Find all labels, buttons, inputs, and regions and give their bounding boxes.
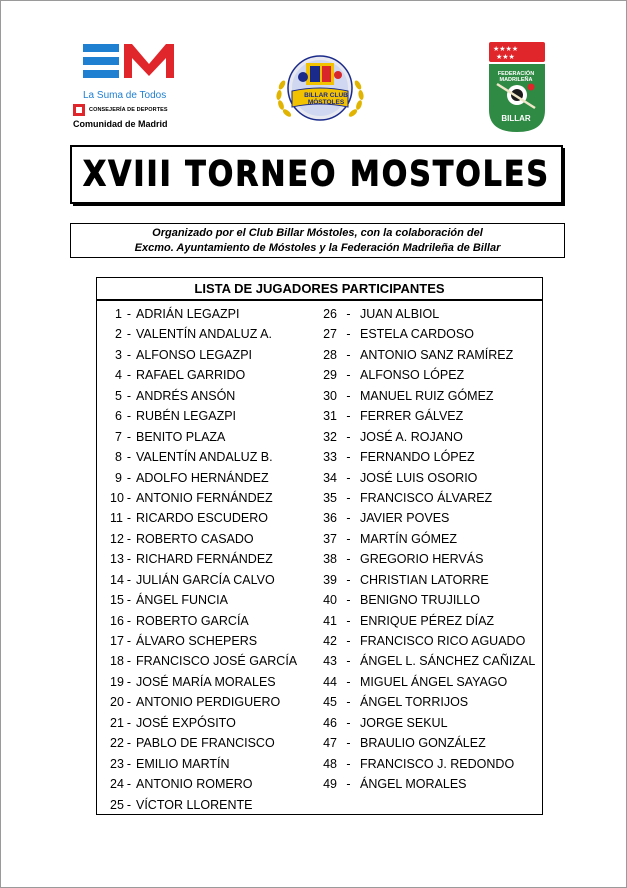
player-number: 18 bbox=[110, 654, 124, 669]
player-number: 13 bbox=[110, 552, 124, 567]
separator-dash: - bbox=[126, 307, 132, 321]
separator-dash: - bbox=[126, 347, 132, 362]
separator-dash: - bbox=[346, 715, 351, 730]
separator-dash: - bbox=[346, 409, 351, 424]
separator-dash: - bbox=[126, 368, 132, 383]
player-name: ANTONIO PERDIGUERO bbox=[136, 695, 281, 710]
player-number: 4 bbox=[115, 368, 122, 383]
player-number: 6 bbox=[115, 409, 122, 424]
separator-dash: - bbox=[346, 552, 351, 567]
player-row bbox=[323, 508, 535, 528]
player-number: 38 bbox=[323, 552, 337, 567]
player-row bbox=[323, 529, 535, 549]
federacion-madrilena-logo bbox=[487, 40, 547, 135]
player-name: RICARDO ESCUDERO bbox=[136, 511, 268, 526]
separator-dash: - bbox=[346, 531, 351, 546]
separator-dash: - bbox=[126, 674, 132, 689]
player-name: JUAN ALBIOL bbox=[360, 307, 440, 321]
player-name: ANTONIO ROMERO bbox=[136, 777, 253, 792]
player-name: ANDRÉS ANSÓN bbox=[136, 388, 236, 403]
player-row bbox=[323, 447, 535, 467]
comunidad-tagline: La Suma de Todos bbox=[83, 90, 167, 101]
player-name: FRANCISCO JOSÉ GARCÍA bbox=[136, 654, 298, 669]
player-row bbox=[110, 570, 297, 590]
player-name: MIGUEL ÁNGEL SAYAGO bbox=[360, 674, 508, 689]
player-number: 49 bbox=[323, 777, 337, 792]
separator-dash: - bbox=[126, 634, 132, 648]
separator-dash: - bbox=[346, 674, 351, 689]
player-number: 20 bbox=[110, 695, 124, 710]
club-name-line2: MÓSTOLES bbox=[307, 99, 345, 106]
player-number: 19 bbox=[110, 674, 124, 689]
comunidad-madrid-logo bbox=[70, 42, 195, 137]
svg-text:★★★★: ★★★★ bbox=[493, 45, 519, 53]
separator-dash: - bbox=[346, 736, 351, 751]
player-name: FRANCISCO RICO AGUADO bbox=[360, 634, 526, 648]
comunidad-name: Comunidad de Madrid bbox=[73, 119, 168, 129]
player-row bbox=[323, 386, 535, 406]
player-number: 39 bbox=[323, 572, 337, 587]
player-name: MANUEL RUIZ GÓMEZ bbox=[360, 388, 494, 403]
player-name: VALENTÍN ANDALUZ B. bbox=[136, 450, 273, 465]
billar-club-mostoles-logo bbox=[270, 55, 370, 125]
separator-dash: - bbox=[126, 695, 132, 710]
player-row bbox=[110, 529, 297, 549]
player-row bbox=[323, 468, 535, 488]
organizer-note-line2: Excmo. Ayuntamiento de Móstoles y la Federación Madrileña de Billar bbox=[134, 242, 501, 254]
player-number: 14 bbox=[110, 572, 124, 587]
player-number: 10 bbox=[110, 490, 124, 505]
player-row bbox=[110, 365, 297, 385]
separator-dash: - bbox=[126, 797, 132, 812]
separator-dash: - bbox=[126, 654, 132, 669]
federacion-label bbox=[493, 71, 539, 83]
player-name: ROBERTO GARCÍA bbox=[136, 613, 249, 628]
player-row bbox=[323, 651, 535, 671]
player-number: 27 bbox=[323, 327, 337, 342]
player-number: 42 bbox=[323, 634, 337, 648]
player-number: 28 bbox=[323, 347, 337, 362]
separator-dash: - bbox=[346, 327, 351, 342]
player-name: ÁNGEL TORRIJOS bbox=[360, 695, 469, 710]
player-number: 48 bbox=[323, 756, 337, 771]
player-name: ALFONSO LEGAZPI bbox=[136, 347, 253, 362]
player-row bbox=[110, 713, 297, 733]
player-row bbox=[110, 324, 297, 344]
player-number: 37 bbox=[323, 531, 337, 546]
player-row bbox=[110, 304, 297, 324]
player-row bbox=[110, 468, 297, 488]
player-row bbox=[110, 795, 297, 815]
player-row bbox=[323, 733, 535, 753]
player-number: 29 bbox=[323, 368, 337, 383]
separator-dash: - bbox=[126, 327, 132, 342]
player-name: ROBERTO CASADO bbox=[136, 531, 254, 546]
player-row bbox=[110, 733, 297, 753]
player-number: 3 bbox=[115, 347, 122, 362]
player-number: 45 bbox=[323, 695, 337, 710]
player-number: 22 bbox=[110, 736, 124, 751]
player-row bbox=[323, 692, 535, 712]
player-number: 31 bbox=[323, 409, 337, 424]
player-name: ENRIQUE PÉREZ DÍAZ bbox=[360, 613, 495, 628]
separator-dash: - bbox=[346, 429, 351, 444]
player-name: JOSÉ A. ROJANO bbox=[360, 429, 463, 444]
player-name: CHRISTIAN LATORRE bbox=[360, 572, 489, 587]
player-row bbox=[110, 406, 297, 426]
player-number: 34 bbox=[323, 470, 337, 485]
player-name: FRANCISCO J. REDONDO bbox=[360, 756, 515, 771]
player-row bbox=[323, 324, 535, 344]
player-name: JORGE SEKUL bbox=[360, 715, 448, 730]
player-row bbox=[110, 754, 297, 774]
player-number: 9 bbox=[115, 470, 122, 485]
player-row bbox=[110, 651, 297, 671]
player-row bbox=[323, 754, 535, 774]
player-name: ADRIÁN LEGAZPI bbox=[136, 307, 240, 321]
player-name: VALENTÍN ANDALUZ A. bbox=[136, 327, 272, 342]
player-row bbox=[110, 508, 297, 528]
player-name: FERRER GÁLVEZ bbox=[360, 409, 464, 424]
player-number: 16 bbox=[110, 613, 124, 628]
player-name: BENIGNO TRUJILLO bbox=[360, 593, 480, 608]
separator-dash: - bbox=[346, 470, 351, 485]
player-number: 8 bbox=[115, 450, 122, 465]
separator-dash: - bbox=[126, 736, 132, 751]
player-name: JOSÉ LUIS OSORIO bbox=[360, 470, 478, 485]
player-name: EMILIO MARTÍN bbox=[136, 756, 230, 771]
separator-dash: - bbox=[126, 593, 132, 608]
player-number: 2 bbox=[115, 327, 122, 342]
separator-dash: - bbox=[346, 593, 351, 608]
player-name: RAFAEL GARRIDO bbox=[136, 368, 246, 383]
player-row bbox=[323, 672, 535, 692]
player-row bbox=[323, 549, 535, 569]
player-row bbox=[323, 345, 535, 365]
player-name: GREGORIO HERVÁS bbox=[360, 552, 484, 567]
player-number: 21 bbox=[110, 715, 124, 730]
player-name: ÁNGEL MORALES bbox=[360, 777, 467, 792]
separator-dash: - bbox=[126, 388, 132, 403]
club-name-line1: BILLAR CLUB bbox=[304, 92, 348, 99]
federacion-line1: FEDERACIÓN bbox=[497, 71, 535, 77]
player-name: BRAULIO GONZÁLEZ bbox=[360, 736, 486, 751]
club-emblem bbox=[270, 55, 370, 125]
separator-dash: - bbox=[126, 409, 132, 424]
separator-dash: - bbox=[126, 613, 132, 628]
organizer-note bbox=[70, 223, 565, 258]
federacion-line2: MADRILEÑA bbox=[499, 77, 533, 83]
player-name: ADOLFO HERNÁNDEZ bbox=[136, 470, 269, 485]
player-row bbox=[323, 631, 535, 651]
player-name: FRANCISCO ÁLVAREZ bbox=[360, 490, 493, 505]
player-number: 11 bbox=[110, 511, 123, 526]
player-name: JAVIER POVES bbox=[360, 511, 450, 526]
player-number: 43 bbox=[323, 654, 337, 669]
title-box bbox=[70, 145, 563, 204]
player-number: 1 bbox=[115, 307, 122, 321]
player-row bbox=[323, 611, 535, 631]
separator-dash: - bbox=[126, 490, 132, 505]
player-name: VÍCTOR LLORENTE bbox=[136, 797, 253, 812]
separator-dash: - bbox=[126, 429, 132, 444]
player-number: 46 bbox=[323, 715, 337, 730]
player-number: 7 bbox=[115, 429, 122, 444]
player-name: JOSÉ MARÍA MORALES bbox=[136, 674, 276, 689]
separator-dash: - bbox=[346, 695, 351, 710]
player-row bbox=[110, 549, 297, 569]
separator-dash: - bbox=[126, 572, 132, 587]
player-number: 30 bbox=[323, 388, 337, 403]
player-row bbox=[323, 713, 535, 733]
player-name: RICHARD FERNÁNDEZ bbox=[136, 552, 273, 567]
player-name: ANTONIO SANZ RAMÍREZ bbox=[360, 347, 514, 362]
player-number: 12 bbox=[110, 531, 124, 546]
player-name: ANTONIO FERNÁNDEZ bbox=[136, 490, 273, 505]
player-row bbox=[110, 488, 297, 508]
separator-dash: - bbox=[126, 715, 132, 730]
players-list bbox=[96, 277, 543, 815]
player-row bbox=[110, 672, 297, 692]
player-number: 5 bbox=[115, 388, 122, 403]
player-number: 25 bbox=[110, 797, 124, 812]
player-number: 26 bbox=[323, 307, 337, 321]
separator-dash: - bbox=[346, 613, 351, 628]
player-name: JOSÉ EXPÓSITO bbox=[136, 715, 236, 730]
svg-text:★★★: ★★★ bbox=[496, 53, 515, 61]
player-row bbox=[110, 427, 297, 447]
player-name: BENITO PLAZA bbox=[136, 429, 226, 444]
player-row bbox=[323, 774, 535, 794]
player-row bbox=[110, 692, 297, 712]
player-number: 32 bbox=[323, 429, 337, 444]
player-number: 35 bbox=[323, 490, 337, 505]
player-row bbox=[323, 488, 535, 508]
player-name: PABLO DE FRANCISCO bbox=[136, 736, 275, 751]
separator-dash: - bbox=[126, 756, 132, 771]
separator-dash: - bbox=[126, 552, 132, 567]
player-row bbox=[323, 427, 535, 447]
separator-dash: - bbox=[346, 777, 351, 792]
player-name: ÁNGEL L. SÁNCHEZ CAÑIZAL bbox=[360, 654, 536, 669]
player-name: JULIÁN GARCÍA CALVO bbox=[136, 572, 275, 587]
player-name: FERNANDO LÓPEZ bbox=[360, 450, 475, 465]
club-name-label bbox=[301, 92, 351, 106]
separator-dash: - bbox=[126, 531, 132, 546]
organizer-note-line1: Organizado por el Club Billar Móstoles, con la colaboración del bbox=[152, 227, 483, 239]
separator-dash: - bbox=[346, 388, 351, 403]
player-row bbox=[110, 386, 297, 406]
player-name: RUBÉN LEGAZPI bbox=[136, 409, 237, 424]
player-row bbox=[110, 447, 297, 467]
player-row bbox=[110, 590, 297, 610]
separator-dash: - bbox=[346, 634, 351, 648]
player-number: 15 bbox=[110, 593, 124, 608]
player-row bbox=[110, 774, 297, 794]
player-number: 23 bbox=[110, 756, 124, 771]
separator-dash: - bbox=[346, 756, 351, 771]
separator-dash: - bbox=[346, 572, 351, 587]
player-number: 17 bbox=[110, 634, 124, 648]
player-row bbox=[110, 611, 297, 631]
federacion-billar-label: BILLAR bbox=[501, 114, 531, 123]
separator-dash: - bbox=[346, 347, 351, 362]
player-row bbox=[323, 406, 535, 426]
separator-dash: - bbox=[346, 450, 351, 465]
separator-dash: - bbox=[346, 307, 351, 321]
player-number: 36 bbox=[323, 511, 337, 526]
player-name: ALFONSO LÓPEZ bbox=[360, 368, 465, 383]
page-title: XVIII TORNEO MOSTOLES bbox=[82, 154, 551, 195]
player-row bbox=[323, 304, 535, 324]
player-number: 24 bbox=[110, 777, 124, 792]
separator-dash: - bbox=[346, 368, 351, 383]
player-number: 47 bbox=[323, 736, 337, 751]
player-name: ESTELA CARDOSO bbox=[360, 327, 474, 342]
player-number: 44 bbox=[323, 674, 337, 689]
player-row bbox=[110, 631, 297, 651]
players-column-left bbox=[110, 304, 297, 815]
separator-dash: - bbox=[126, 511, 132, 526]
player-row bbox=[323, 570, 535, 590]
separator-dash: - bbox=[126, 450, 132, 465]
player-number: 33 bbox=[323, 450, 337, 465]
player-name: MARTÍN GÓMEZ bbox=[360, 531, 457, 546]
player-number: 40 bbox=[323, 593, 337, 608]
separator-dash: - bbox=[346, 654, 351, 669]
players-column-right bbox=[323, 304, 535, 795]
player-row bbox=[323, 365, 535, 385]
player-number: 41 bbox=[323, 613, 337, 628]
player-row bbox=[323, 590, 535, 610]
separator-dash: - bbox=[346, 511, 351, 526]
players-list-header: LISTA DE JUGADORES PARTICIPANTES bbox=[97, 278, 542, 301]
separator-dash: - bbox=[126, 777, 132, 792]
player-row bbox=[110, 345, 297, 365]
player-name: ÁNGEL FUNCIA bbox=[136, 593, 228, 608]
consejeria-label: CONSEJERÍA DE DEPORTES bbox=[89, 107, 168, 113]
separator-dash: - bbox=[346, 490, 351, 505]
player-name: ÁLVARO SCHEPERS bbox=[136, 634, 258, 648]
separator-dash: - bbox=[126, 470, 132, 485]
